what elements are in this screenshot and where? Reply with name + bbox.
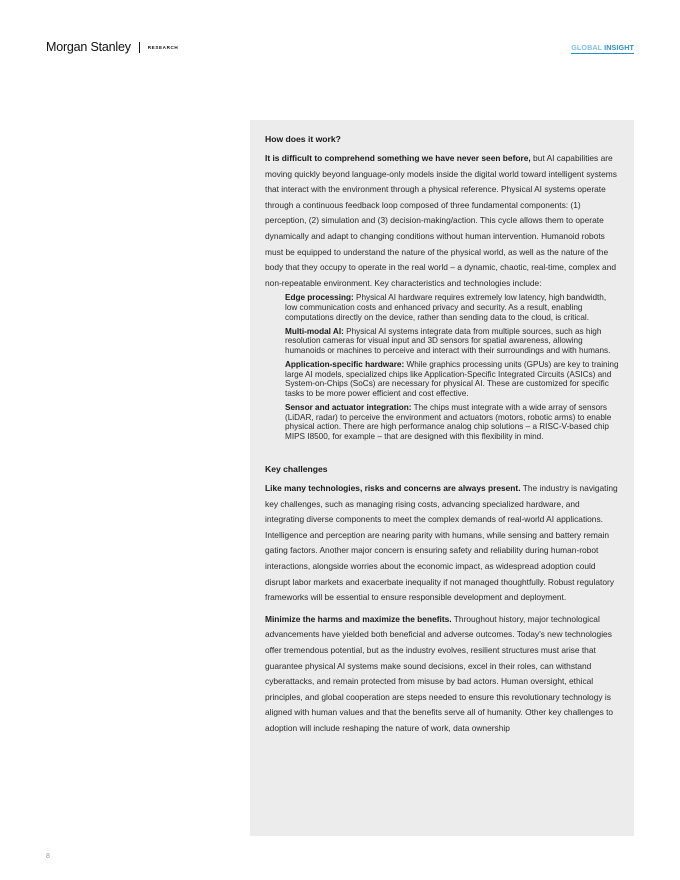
characteristics-list xyxy=(285,293,619,441)
content-panel xyxy=(250,120,634,836)
paragraph-risks xyxy=(265,481,619,606)
paragraph-harms-benefits xyxy=(265,612,619,737)
list-item-title: Multi-modal AI: xyxy=(285,326,344,336)
list-item-sensor-actuator-integration xyxy=(285,403,619,441)
global-insight-label xyxy=(571,43,634,54)
list-item-text: Physical AI hardware requires extremely low latency, high bandwidth, low communication costs and enhanced privacy and security. As a result, enabling computations directly on the device, rather than sending data to the cloud, is critical. xyxy=(285,293,607,322)
section-heading-key-challenges: Key challenges xyxy=(265,464,328,475)
harms-text: Throughout history, major technological advancements have yielded both beneficial and adverse outcomes. Today's new technologies offer tremendous potential, but as the industry evolves, resilient structures must arise that guarantee physical AI systems make sound decisions, excel in their roles, can withstand cyberattacks, and remain protected from misuse by bad actors. Human oversight, ethical principles, and global cooperation are steps needed to ensure this revolutionary technology is aligned with human values and that the benefits serve all of humanity. Other key challenges to adoption will include reshaping the nature of work, data ownership xyxy=(265,613,614,733)
insight-word: INSIGHT xyxy=(604,43,634,52)
risks-text: The industry is navigating key challenges, such as managing rising costs, advancing specialized hardware, and integrating diverse components to meet the complex demands of real-world AI applications. Intelligence and perception are nearing parity with humans, while sensing and battery remain gating factors. Another major concern is ensuring safety and reliability during human-robot interactions, alongside worries about the economic impact, as widespread adoption could disrupt labor markets and exacerbate inequality if not managed thoughtfully. Robust regulatory frameworks will be essential to ensure responsible development and deployment. xyxy=(265,483,618,603)
list-item-text: The chips must integrate with a wide array of sensors (LiDAR, radar) to perceive the environment and actuators (motors, robotic arms) to enable physical action. There are high performance analog chip solutions – a RISC-V-based chip MIPS I8500, for example – that are designed with this flexibility in mind. xyxy=(285,403,612,441)
logo-divider xyxy=(139,42,140,53)
list-item-text: Physical AI systems integrate data from multiple sources, such as high resolution cameras for visual input and 3D sensors for spatial awareness, allowing humanoids or machines to perceive and interact with their surroundings and with humans. xyxy=(285,326,611,355)
page-header xyxy=(46,40,634,56)
section-heading-how-it-works: How does it work? xyxy=(265,134,341,144)
risks-lead-bold: Like many technologies, risks and concerns are always present. xyxy=(265,483,521,494)
list-item-application-specific-hardware xyxy=(285,360,619,398)
list-item-title: Edge processing: xyxy=(285,293,354,303)
intro-lead-bold: It is difficult to comprehend something we have never seen before, xyxy=(265,153,531,163)
list-item-title: Application-specific hardware: xyxy=(285,360,405,370)
page-number: 8 xyxy=(46,853,50,860)
list-item-text: While graphics processing units (GPUs) are key to training large AI models, specialized chips like Application-Specific Integrated Circuits (ASICs) and System-on-Chips (SoCs) are necessary for physical AI. These are customized for specific tasks to be more power efficient and cost effective. xyxy=(285,360,619,398)
logo-research-label: RESEARCH xyxy=(147,44,179,50)
section-spacer xyxy=(265,446,619,463)
morgan-stanley-logo xyxy=(46,40,178,54)
intro-text: but AI capabilities are moving quickly beyond language-only models inside the digital world toward intelligent systems that interact with the environment through a physical reference. Physical AI systems operate through a continuous feedback loop composed of three fundamental components: (1) perception, (2) simulation and (3) decision-making/action. This cycle allows them to operate dynamically and adapt to changing conditions without human intervention. Humanoid robots must be equipped to understand the nature of the physical world, as well as the nature of the body that they occupy to operate in the real world – a dynamic, chaotic, real-time, complex and non-repeatable environment. Key characteristics and technologies include: xyxy=(265,153,617,288)
logo-name: Morgan Stanley xyxy=(46,40,131,54)
paragraph-intro xyxy=(265,151,619,291)
insight-global: GLOBAL xyxy=(571,43,603,52)
list-item-multimodal-ai xyxy=(285,327,619,356)
list-item-title: Sensor and actuator integration: xyxy=(285,403,412,413)
list-item-edge-processing xyxy=(285,293,619,322)
harms-lead-bold: Minimize the harms and maximize the benefits. xyxy=(265,613,452,624)
